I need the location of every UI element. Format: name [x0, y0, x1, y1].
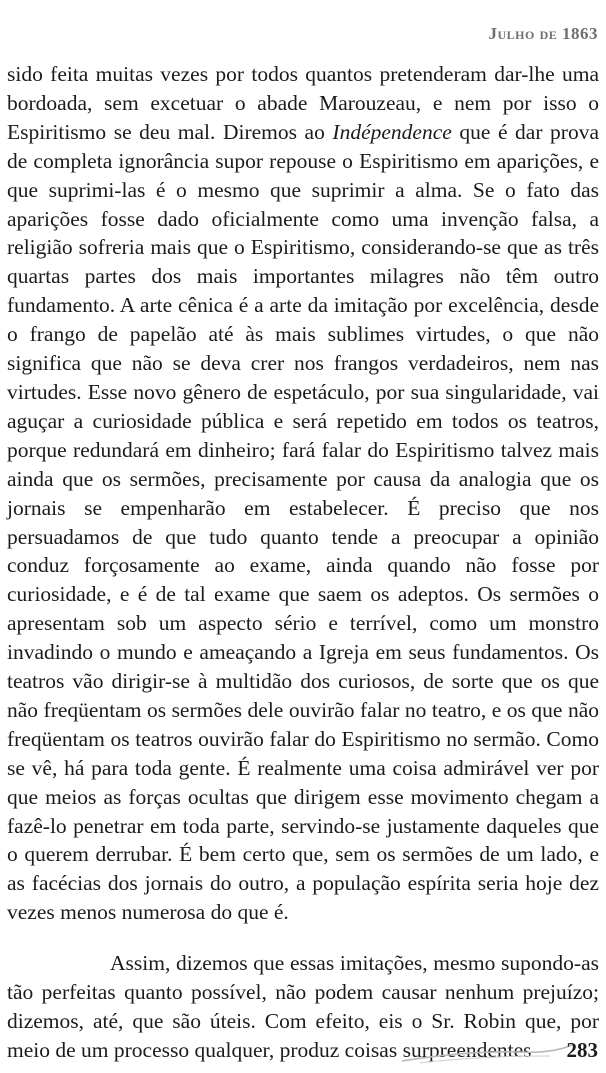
body-text — [7, 60, 599, 1065]
page-number: 283 — [566, 1038, 598, 1062]
footer-ornament — [400, 1041, 575, 1065]
paragraph-text: que é dar prova de completa ignorância supor repouse o Espiritismo em aparições, e que suprimi-las é o mesmo que suprimir a alma. Se o fato das aparições fosse dado oficialmente como uma invenção falsa, a religião sofreria mais que o Espiritismo, considerando-se que as três quartas partes dos mais importantes milagres não têm outro fundamento. A arte cênica é a arte da imitação por excelência, desde o frango de papelão até às mais sublimes virtudes, o que não significa que não se deva crer nos frangos verdadeiros, nem nas virtudes. Esse novo gênero de espetáculo, por sua singularidade, vai aguçar a curiosidade pública e será repetido em todos os teatros, porque redundará em dinheiro; fará falar do Espiritismo talvez mais ainda que os sermões, precisamente por causa da analogia que os jornais se empenharão em estabelecer. É preciso que nos persuadamos de que tudo quanto tende a preocupar a opinião conduz forçosamente ao exame, ainda quando não fosse por curiosidade, e é de tal exame que saem os adeptos. Os sermões o apresentam sob um aspecto sério e terrível, como um monstro invadindo o mundo e ameaçando a Igreja em seus fundamentos. Os teatros vão dirigir-se à multidão dos curiosos, de sorte que os que não freqüentam os sermões dele ouvirão falar no teatro, e os que não freqüentam os teatros ouvirão falar do Espiritismo no sermão. Como se vê, há para toda gente. É realmente uma coisa admirável ver por que meios as forças ocultas que dirigem esse movimento chegam a fazê-lo penetrar em toda parte, servindo-se justamente daqueles que o querem derrubar. É bem certo que, sem os sermões de um lado, e as facécias dos jornais do outro, a população espírita seria hoje dez vezes menos numerosa do que é. — [7, 119, 600, 925]
paragraph — [7, 60, 599, 927]
paragraph: Assim, dizemos que essas imitações, mesmo supondo-as tão perfeitas quanto possível, não podem causar nenhum prejuízo; dizemos, até, que são úteis. Com efeito, eis o Sr. Robin que, por meio de um processo qualquer, produz coisas surpreendentes — [7, 951, 599, 1062]
running-header: Julho de 1863 — [488, 24, 598, 43]
paragraph-text: sido feita muitas vezes por todos quantos pretenderam dar-lhe uma bordoada, sem excetuar o abade Marouzeau, e nem por isso o Espiritismo se deu mal. Diremos ao — [7, 62, 599, 144]
newspaper-title: Indépendence — [332, 119, 452, 144]
